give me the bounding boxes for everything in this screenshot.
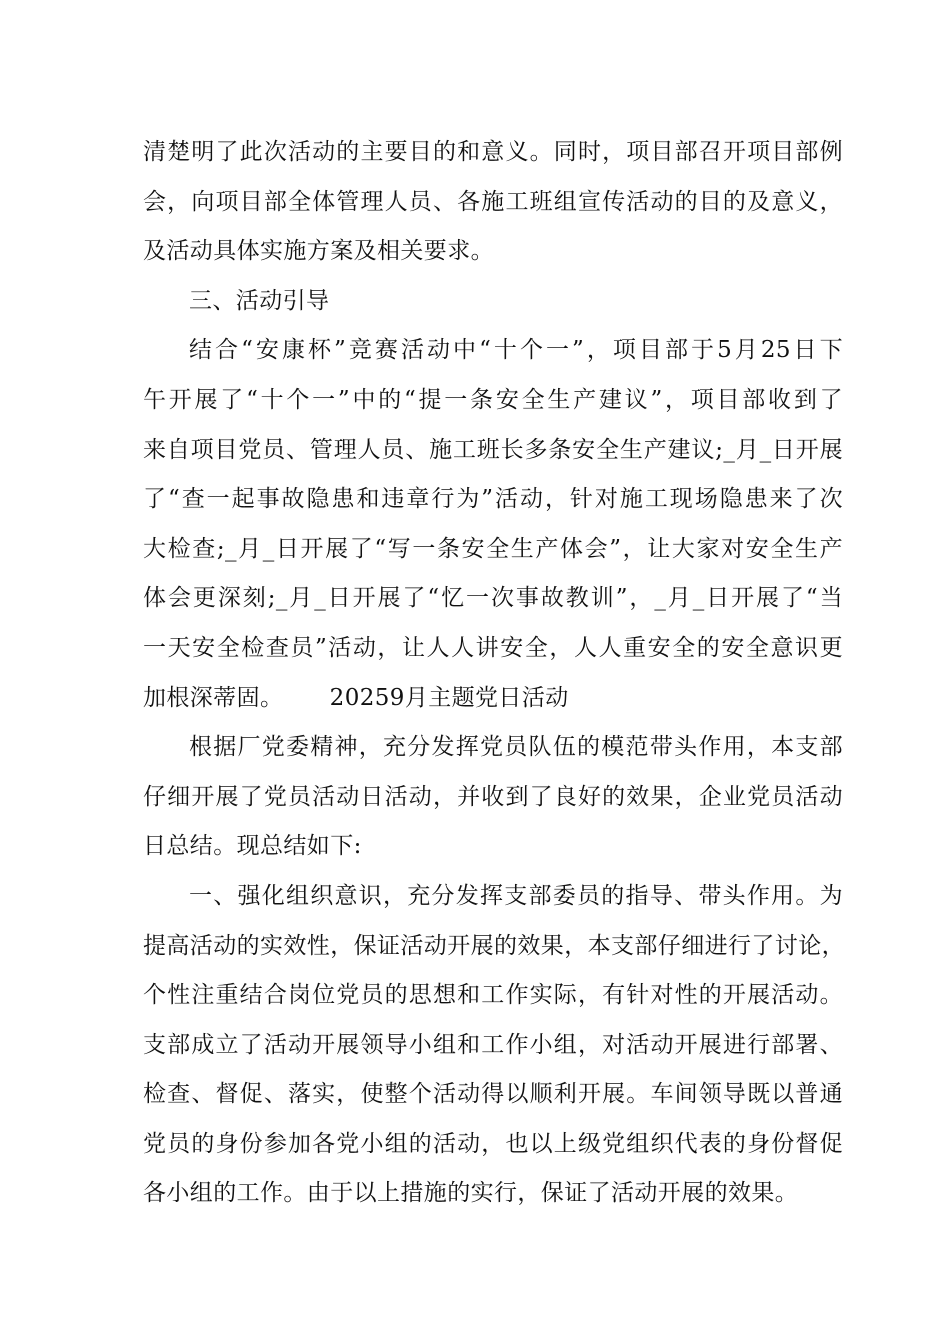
text-line: 一、强化组织意识，充分发挥支部委员的指导、带头作用。为 xyxy=(189,882,843,909)
document-body xyxy=(143,134,843,1225)
text-line: 清楚明了此次活动的主要目的和意义。同时，项目部召开项目部例 xyxy=(143,139,843,165)
text-line: 一天安全检查员”活动，让人人讲安全，人人重安全的安全意识更 xyxy=(143,634,843,661)
text-line: 各小组的工作。由于以上措施的实行，保证了活动开展的效果。 xyxy=(143,1180,799,1207)
text-line: 检查、督促、落实，使整个活动得以顺利开展。车间领导既以普通 xyxy=(143,1081,843,1108)
text-line: 提高活动的实效性，保证活动开展的效果，本支部仔细进行了讨论， xyxy=(143,932,845,959)
text-line: 会，向项目部全体管理人员、各施工班组宣传活动的目的及意义， xyxy=(143,188,843,215)
text-line: 根据厂党委精神，充分发挥党员队伍的模范带头作用，本支部 xyxy=(189,734,843,761)
text-line: 及活动具体实施方案及相关要求。 xyxy=(143,238,494,265)
text-line: 大检查;_月_日开展了“写一条安全生产体会”，让大家对安全生产 xyxy=(143,535,843,562)
text-line: 了“查一起事故隐患和违章行为”活动，针对施工现场隐患来了次 xyxy=(143,486,843,513)
text-line: 体会更深刻;_月_日开展了“忆一次事故教训”，_月_日开展了“当 xyxy=(143,585,843,612)
text-line: 午开展了“十个一”中的“提一条安全生产建议”，项目部收到了 xyxy=(143,386,843,413)
text-line: 个性注重结合岗位党员的思想和工作实际，有针对性的开展活动。 xyxy=(143,982,843,1009)
text-line: 支部成立了活动开展领导小组和工作小组，对活动开展进行部署、 xyxy=(143,1031,843,1058)
text-line: 日总结。现总结如下: xyxy=(143,833,362,860)
text-line: 来自项目党员、管理人员、施工班长多条安全生产建议;_月_日开展 xyxy=(143,436,843,463)
text-line: 党员的身份参加各党小组的活动，也以上级党组织代表的身份督促 xyxy=(143,1130,843,1157)
text-line: 仔细开展了党员活动日活动，并收到了良好的效果，企业党员活动 xyxy=(143,783,843,810)
text-line: 结合“安康杯”竞赛活动中“十个一”，项目部于5月25日下 xyxy=(189,337,843,364)
text-line-with-title: 加根深蒂固。 20259月主题党日活动 xyxy=(143,684,569,711)
section-heading: 三、活动引导 xyxy=(189,287,330,314)
